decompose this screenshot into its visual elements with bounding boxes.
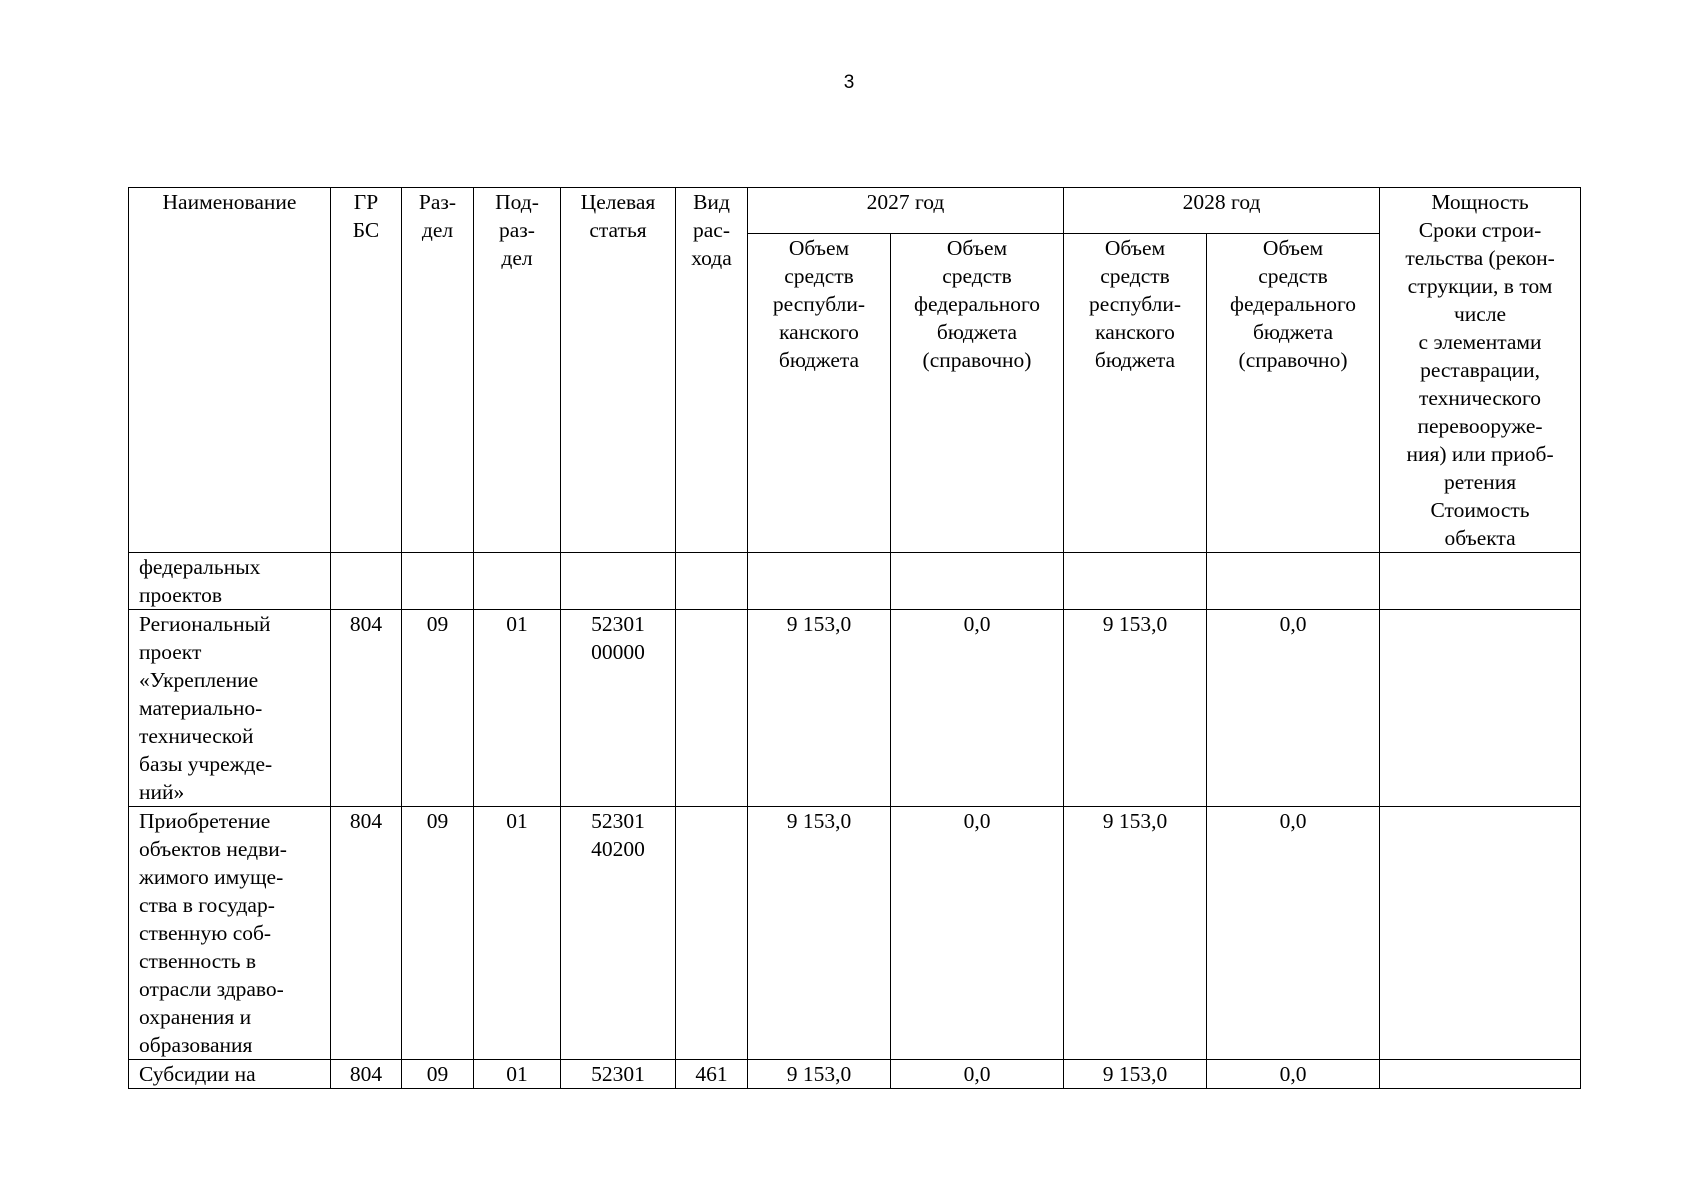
row-federal-2027: 0,0 (891, 807, 1064, 1060)
row-podrazdel (474, 553, 561, 610)
header-celevaya-statya: Целевая статья (561, 188, 676, 553)
row-republican-2028: 9 153,0 (1064, 1060, 1207, 1089)
row-republican-2028 (1064, 553, 1207, 610)
row-republican-2027: 9 153,0 (748, 1060, 891, 1089)
header-razdel: Раз- дел (402, 188, 474, 553)
page-number: 3 (843, 72, 855, 93)
row-republican-2028: 9 153,0 (1064, 610, 1207, 807)
header-podrazdel: Под- раз- дел (474, 188, 561, 553)
row-republican-2028: 9 153,0 (1064, 807, 1207, 1060)
row-federal-2028: 0,0 (1207, 807, 1380, 1060)
row-grbs: 804 (331, 610, 402, 807)
row-grbs: 804 (331, 1060, 402, 1089)
table-row (129, 610, 1581, 807)
row-republican-2027 (748, 553, 891, 610)
header-year-2028: 2028 год (1064, 188, 1380, 234)
row-capacity (1380, 610, 1581, 807)
row-name: Субсидии на (129, 1060, 331, 1089)
row-vid-raskhoda (676, 807, 748, 1060)
header-year-2027: 2027 год (748, 188, 1064, 234)
header-republican-budget-2027: Объем средств республи- канского бюджета (748, 234, 891, 553)
row-podrazdel: 01 (474, 610, 561, 807)
row-celevaya-statya: 52301 00000 (561, 610, 676, 807)
row-razdel (402, 553, 474, 610)
row-grbs: 804 (331, 807, 402, 1060)
row-razdel: 09 (402, 610, 474, 807)
row-federal-2027: 0,0 (891, 1060, 1064, 1089)
header-name: Наименование (129, 188, 331, 553)
row-federal-2027 (891, 553, 1064, 610)
row-celevaya-statya: 52301 (561, 1060, 676, 1089)
header-republican-budget-2028: Объем средств республи- канского бюджета (1064, 234, 1207, 553)
header-grbs: ГР БС (331, 188, 402, 553)
row-razdel: 09 (402, 1060, 474, 1089)
row-name: федеральных проектов (129, 553, 331, 610)
row-name: Приобретение объектов недви- жимого имуще- ства в государ- ственную соб- ственность в отрасли здраво- охранения и образования (129, 807, 331, 1060)
table-row (129, 1060, 1581, 1089)
row-name: Региональный проект «Укрепление материально- технической базы учрежде- ний» (129, 610, 331, 807)
row-podrazdel: 01 (474, 807, 561, 1060)
row-celevaya-statya (561, 553, 676, 610)
table-row (129, 553, 1581, 610)
row-republican-2027: 9 153,0 (748, 610, 891, 807)
header-capacity: Мощность Сроки строи- тельства (рекон- струкции, в том числе с элементами реставрации, технического перевооруже- ния) или приоб- ретения Стоимость объекта (1380, 188, 1581, 553)
row-capacity (1380, 1060, 1581, 1089)
row-capacity (1380, 553, 1581, 610)
row-federal-2028: 0,0 (1207, 1060, 1380, 1089)
row-podrazdel: 01 (474, 1060, 561, 1089)
row-federal-2028: 0,0 (1207, 610, 1380, 807)
row-federal-2028 (1207, 553, 1380, 610)
header-federal-budget-2028: Объем средств федерального бюджета (справочно) (1207, 234, 1380, 553)
row-vid-raskhoda (676, 553, 748, 610)
table-row (129, 807, 1581, 1060)
row-celevaya-statya: 52301 40200 (561, 807, 676, 1060)
row-vid-raskhoda (676, 610, 748, 807)
budget-table (128, 187, 1581, 1089)
row-capacity (1380, 807, 1581, 1060)
row-vid-raskhoda: 461 (676, 1060, 748, 1089)
row-federal-2027: 0,0 (891, 610, 1064, 807)
row-grbs (331, 553, 402, 610)
row-republican-2027: 9 153,0 (748, 807, 891, 1060)
row-razdel: 09 (402, 807, 474, 1060)
header-vid-raskhoda: Вид рас- хода (676, 188, 748, 553)
header-federal-budget-2027: Объем средств федерального бюджета (справочно) (891, 234, 1064, 553)
